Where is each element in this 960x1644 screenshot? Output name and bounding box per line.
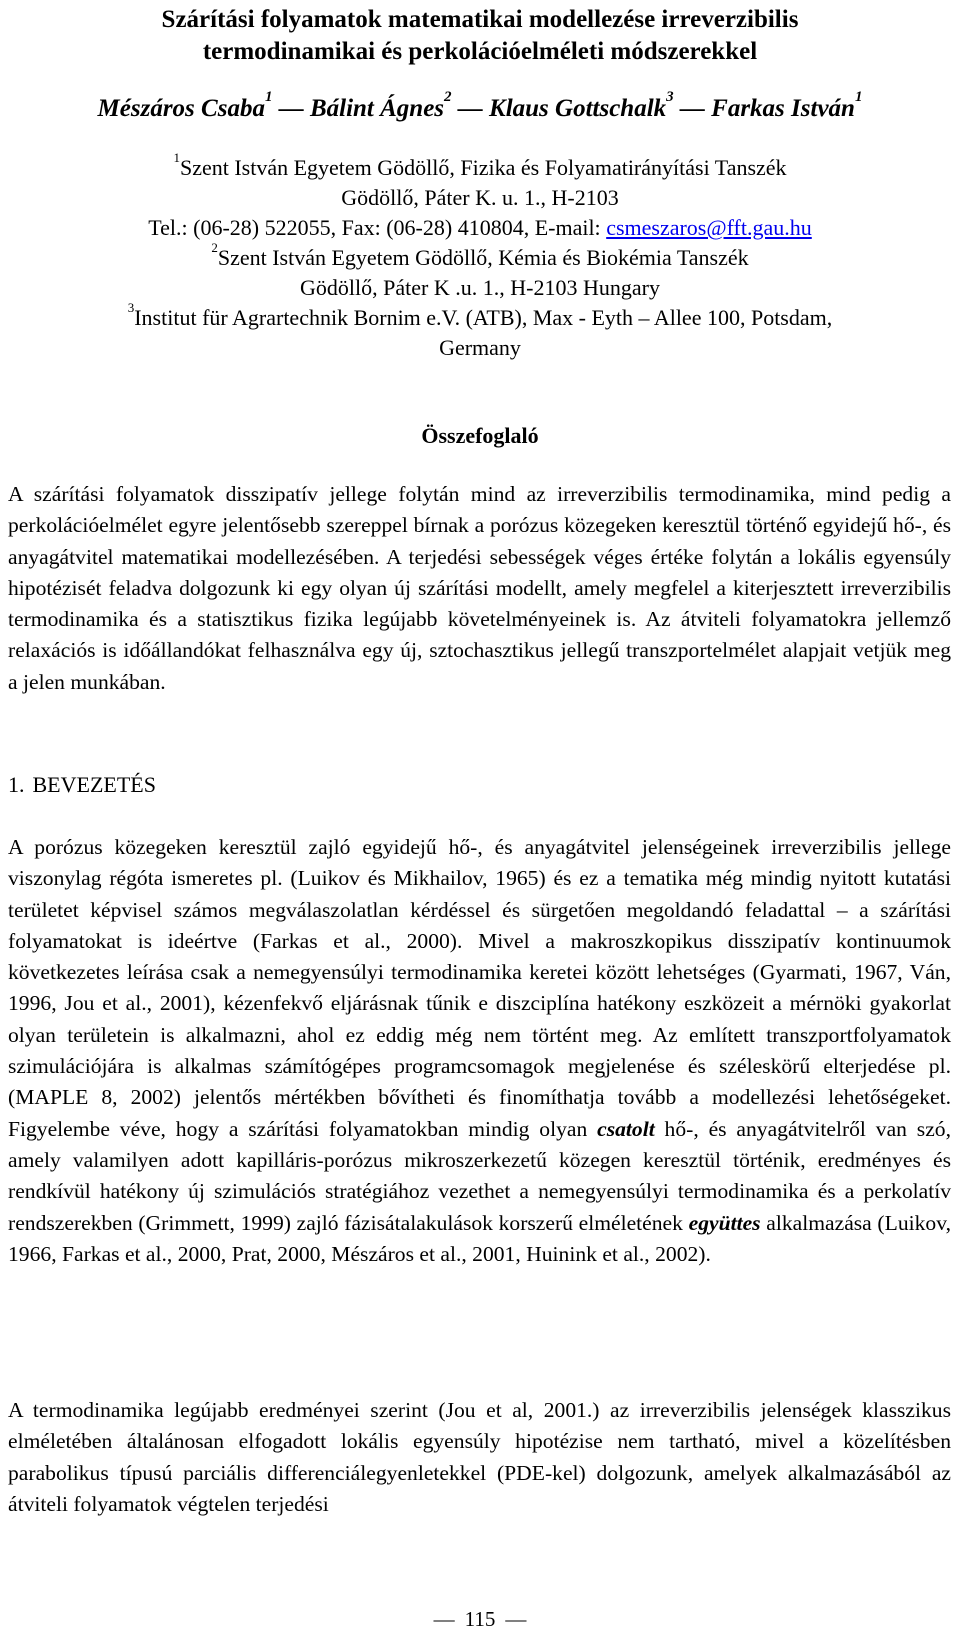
author-name: Mészáros Csaba — [97, 95, 265, 122]
body-paragraph-2: A termodinamika legújabb eredményei szerint (Jou et al, 2001.) az irreverzibilis jelenségek klasszikus elméletében általánosan elfogadott lokális egyensúly hipotézise nem tartható, mivel a közelítésben parabolikus típusú parciális differenciálegyenletekkel (PDE-kel) dolgozunk, amelyek alkalmazásából az átviteli folyamatok végtelen terjedési — [8, 1398, 951, 1516]
affiliation-2 — [0, 240, 960, 303]
affiliation-2-address: Gödöllő, Páter K .u. 1., H-2103 Hungary — [300, 275, 660, 300]
emphasis-text: együttes — [688, 1210, 761, 1235]
section-heading — [8, 770, 156, 800]
page-footer — [0, 1604, 960, 1634]
affiliation-3 — [0, 300, 960, 363]
paper-title — [40, 4, 920, 68]
title-line-2: termodinamikai és perkolációelméleti módszerekkel — [202, 38, 758, 65]
affiliation-1-address: Gödöllő, Páter K. u. 1., H-2103 — [341, 185, 619, 210]
page-number: 115 — [464, 1607, 496, 1631]
affiliation-2-institution: Szent István Egyetem Gödöllő, Kémia és Biokémia Tanszék — [217, 245, 749, 270]
author-name: Bálint Ágnes — [309, 95, 445, 122]
affiliation-3-country: Germany — [439, 335, 521, 360]
section-title: BEVEZETÉS — [32, 772, 156, 797]
author-affiliation-mark: 3 — [666, 89, 674, 105]
abstract-text: A szárítási folyamatok disszipatív jellege folytán mind az irreverzibilis termodinamika, mind pedig a perkolációelmélet egyre jelentősebb szereppel bírnak a porózus közegeken keresztül történő egyidejű hő-, és anyagátvitel matematikai modellezésében. A terjedési sebességek véges értéke folytán a lokális egyensúly hipotézisét feladva dolgozunk ki egy olyan új szárítási modellt, amely megfelel a kiterjesztett irreverzibilis termodinamika és a statisztikus fizika legújabb követelményeinek is. Az átviteli folyamatokra jellemző relaxációs is időállandókat felhasználva egy új, sztochasztikus jellegű transzportelmélet alapjait vetjük meg a jelen munkában. — [8, 482, 951, 694]
abstract-heading: Összefoglaló — [421, 423, 539, 448]
affiliation-mark: 2 — [211, 240, 218, 255]
author-affiliation-mark: 2 — [444, 89, 452, 105]
emphasis-text: csatolt — [597, 1116, 655, 1141]
footer-dash: — — [505, 1607, 527, 1631]
author-name: Farkas István — [711, 95, 855, 122]
affiliation-1-contact: Tel.: (06-28) 522055, Fax: (06-28) 410804, E-mail: — [148, 215, 607, 240]
paragraph-text: hő-, és anyagátvitelről van szó, amely valamilyen adott kapilláris-porózus mikroszerkezetű közegen keresztül történik, eredményes és rendkívül hatékony új szimulációs stratégiához vezethet a nemegyensúlyi termodinamika és a perkolatív rendszerekben (Grimmett, 1999) zajló fázisátalakulások korszerű elméletének — [8, 1116, 951, 1235]
body-paragraph-1 — [8, 832, 951, 1270]
author-separator: — — [679, 95, 705, 122]
author-separator: — — [278, 95, 304, 122]
paragraph-text: A porózus közegeken keresztül zajló egyidejű hő-, és anyagátvitel jelenségeinek irreverzibilis jellege viszonylag régóta ismeretes pl. (Luikov és Mikhailov, 1965) és ez a tematika még mindig nyitott kutatási területet képvisel számos megválaszolatlan kérdéssel és sürgetően megoldandó feladattal – a szárítási folyamatokat is ideértve (Farkas et al., 2000). Mivel a makroszkopikus disszipatív kontinuumok következetes leírása csak a nemegyensúlyi termodinamika keretei között lehetséges (Gyarmati, 1967, Ván, 1996, Jou et al., 2001), kézenfekvő eljárásnak tűnik e diszciplína hatékony eszközeit a mérnöki gyakorlat olyan területein is alkalmazni, ahol ez eddig még nem történt meg. Az említett transzportfolyamatok szimulációjára is alkalmas számítógépes programcsomagok megjelenése és széleskörű elterjedése pl. (MAPLE 8, 2002) jelentős mértékben bővítheti és finomíthatja tovább a modellezési lehetőségeket. Figyelembe véve, hogy a szárítási folyamatokban mindig olyan — [8, 835, 951, 1141]
affiliation-1 — [0, 150, 960, 243]
section-number: 1. — [8, 772, 25, 797]
footer-dash: — — [433, 1607, 455, 1631]
author-list — [0, 89, 960, 125]
affiliation-mark: 1 — [173, 150, 180, 165]
author-affiliation-mark: 1 — [854, 89, 863, 105]
affiliation-1-institution: Szent István Egyetem Gödöllő, Fizika és Folyamatirányítási Tanszék — [179, 155, 787, 180]
email-link[interactable]: csmeszaros@fft.gau.hu — [606, 215, 812, 240]
title-line-1: Szárítási folyamatok matematikai modellezése irreverzibilis — [161, 6, 799, 33]
affiliation-mark: 3 — [127, 300, 135, 315]
affiliation-3-institution: Institut für Agrartechnik Bornim e.V. (ATB), Max - Eyth – Allee 100, Potsdam, — [134, 305, 833, 330]
author-separator: — — [457, 95, 483, 122]
author-affiliation-mark: 1 — [264, 89, 273, 105]
paragraph-text: alkalmazása (Luikov, 1966, Farkas et al., 2000, Prat, 2000, Mészáros et al., 2001, Huinink et al., 2002). — [8, 1210, 951, 1266]
author-name: Klaus Gottschalk — [489, 95, 667, 122]
